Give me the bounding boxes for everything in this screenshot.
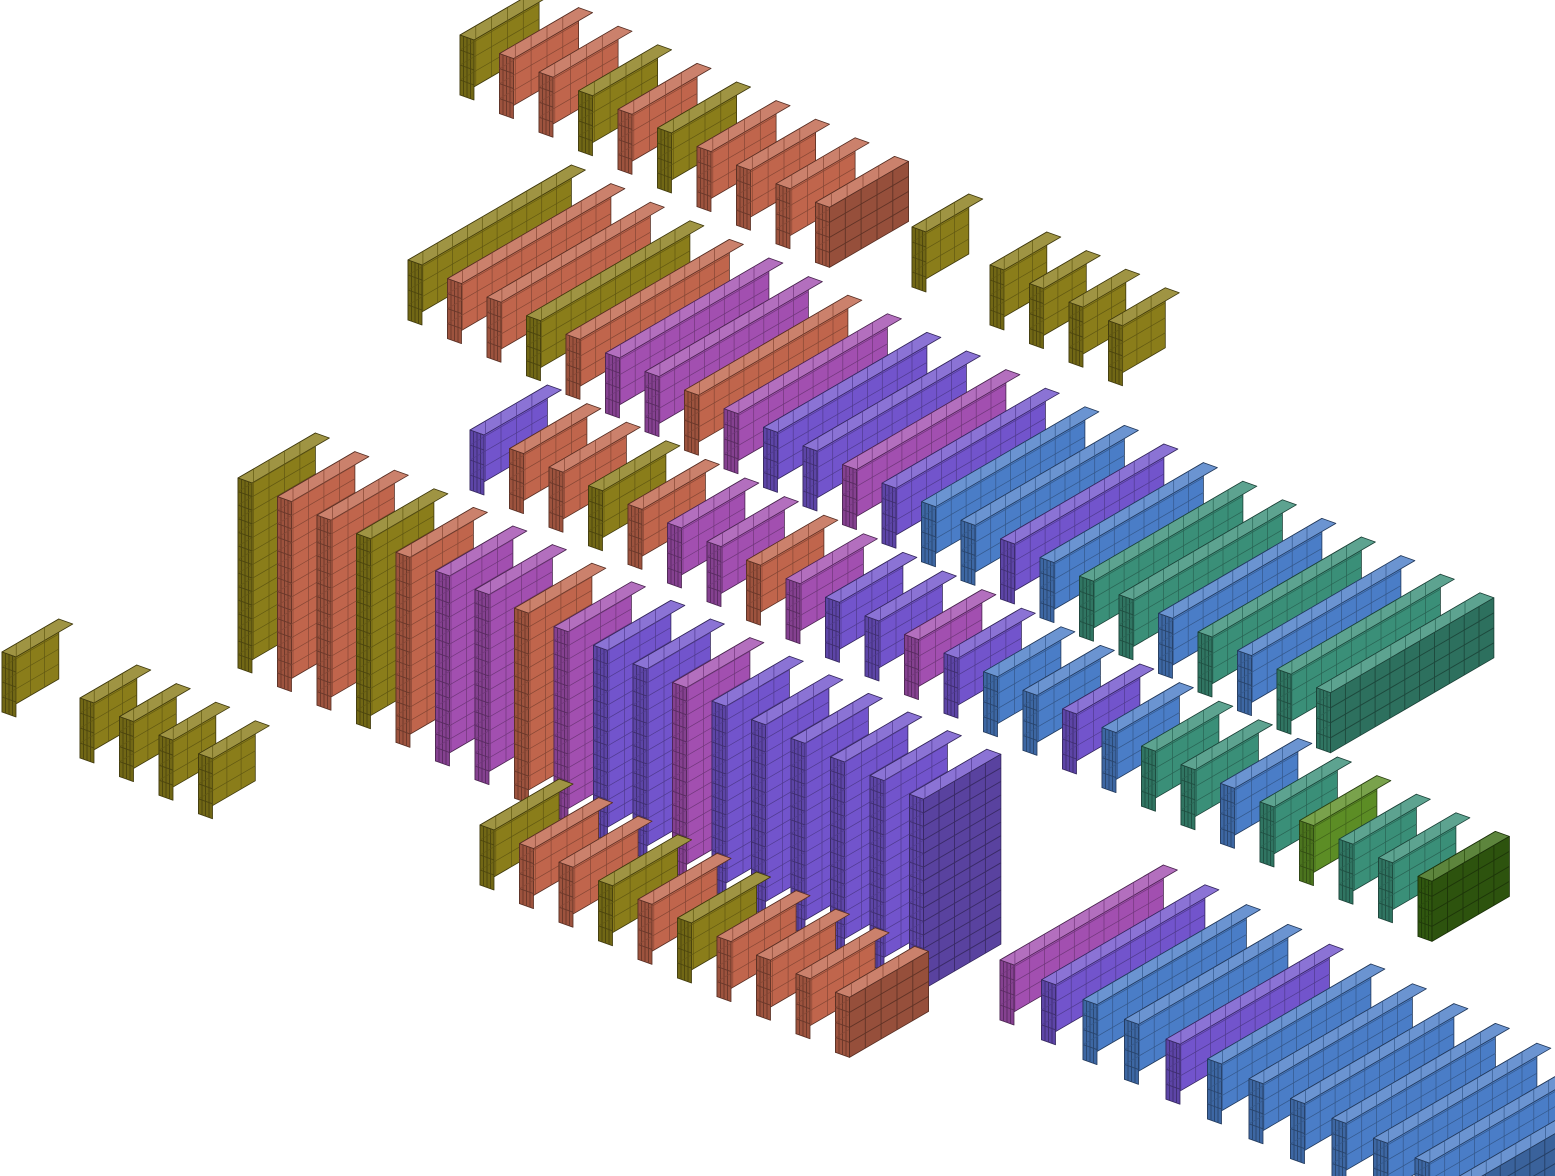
cube-group-4	[80, 665, 269, 819]
cube-group-2	[990, 232, 1179, 386]
cube-group-3	[2, 619, 73, 717]
cube-group-3-cube	[2, 619, 73, 717]
blocks	[2, 0, 1555, 1176]
cube-group-1-cube	[912, 194, 983, 292]
cube-group-1	[912, 194, 983, 292]
